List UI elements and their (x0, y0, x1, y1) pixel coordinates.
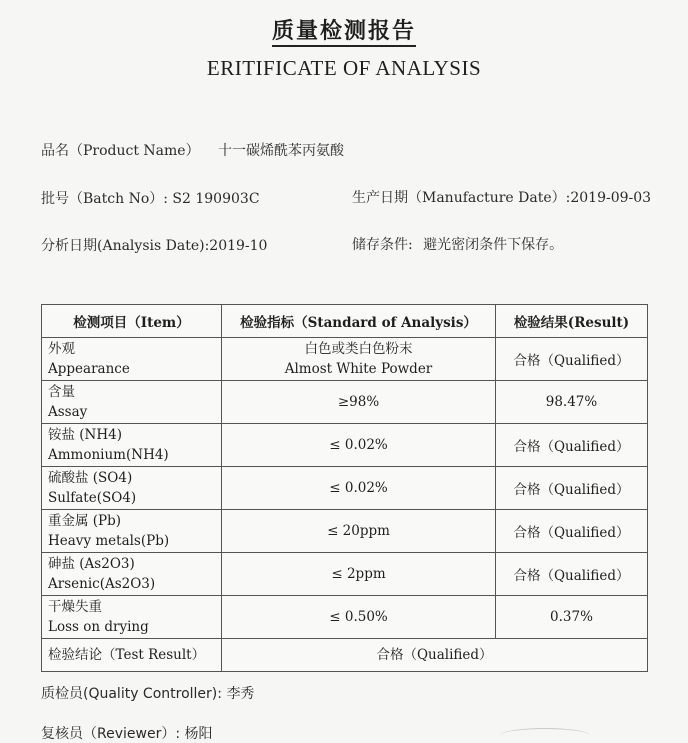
item-en: Heavy metals(Pb) (48, 533, 170, 549)
result-cell: 合格（Qualified） (496, 510, 648, 553)
analysis-table (41, 304, 648, 672)
item-en: Appearance (48, 361, 130, 377)
item-en: Arsenic(As2O3) (48, 576, 156, 592)
product-name-label: 品名（Product Name） (41, 143, 200, 159)
batch-value: S2 190903C (172, 191, 260, 207)
table-row (42, 381, 648, 424)
product-name-value: 十一碳烯酰苯丙氨酸 (218, 143, 345, 159)
standard-cn: 白色或类白色粉末 (304, 341, 413, 357)
item-en: Loss on drying (48, 619, 149, 635)
item-cn: 重金属 (Pb) (48, 513, 122, 529)
item-cn: 含量 (48, 384, 75, 400)
analysis-date-line (41, 235, 267, 255)
item-cn: 铵盐 (NH4) (48, 427, 122, 443)
item-cell (42, 424, 222, 467)
item-cn: 干燥失重 (48, 599, 102, 615)
result-cell: 合格（Qualified） (496, 553, 648, 596)
quality-controller-line (41, 683, 254, 703)
standard-cell: ≤ 0.02% (222, 467, 496, 510)
storage-line (352, 234, 563, 254)
manufacture-date-label: 生产日期（Manufacture Date）: (352, 190, 571, 206)
storage-value: 避光密闭条件下保存。 (423, 237, 564, 253)
result-cell: 0.37% (496, 596, 648, 639)
item-cn: 硫酸盐 (SO4) (48, 470, 133, 486)
standard-cell: ≥98% (222, 381, 496, 424)
table-row (42, 553, 648, 596)
table-row (42, 596, 648, 639)
table-row (42, 510, 648, 553)
col-header-standard: 检验指标（Standard of Analysis） (222, 305, 496, 338)
manufacture-date-line (352, 187, 651, 207)
conclusion-value: 合格（Qualified） (222, 639, 648, 672)
standard-cell: ≤ 20ppm (222, 510, 496, 553)
result-cell: 合格（Qualified） (496, 424, 648, 467)
manufacture-date-value: 2019-09-03 (570, 190, 652, 206)
col-header-item: 检测项目（Item） (42, 305, 222, 338)
item-cell (42, 467, 222, 510)
table-header-row (42, 305, 648, 338)
standard-cell: ≤ 0.02% (222, 424, 496, 467)
quality-controller-value: 李秀 (226, 686, 255, 702)
result-cell: 合格（Qualified） (496, 467, 648, 510)
table-row (42, 467, 648, 510)
result-cell: 98.47% (496, 381, 648, 424)
analysis-date-value: 2019-10 (209, 238, 268, 254)
reviewer-label: 复核员（Reviewer）: (41, 726, 181, 742)
item-en: Sulfate(SO4) (48, 490, 137, 506)
standard-en: Almost White Powder (284, 361, 433, 377)
conclusion-label: 检验结论（Test Result） (42, 639, 222, 672)
seal-stamp-edge (500, 728, 590, 743)
item-cell (42, 381, 222, 424)
product-name-line (41, 140, 344, 160)
analysis-date-label: 分析日期(Analysis Date): (41, 238, 210, 254)
report-title-en: ERITIFICATE OF ANALYSIS (206, 56, 482, 80)
item-cell (42, 596, 222, 639)
conclusion-row (42, 639, 648, 672)
table-row (42, 338, 648, 381)
storage-label: 储存条件: (352, 237, 413, 253)
item-en: Ammonium(NH4) (48, 447, 169, 463)
report-title-cn (0, 14, 688, 45)
col-header-result: 检验结果(Result) (496, 305, 648, 338)
batch-label: 批号（Batch No）: (41, 191, 168, 207)
report-title-cn-text: 质量检测报告 (272, 19, 416, 47)
standard-cell: ≤ 2ppm (222, 553, 496, 596)
item-cell (42, 338, 222, 381)
reviewer-value: 杨阳 (184, 726, 213, 742)
item-cell (42, 510, 222, 553)
quality-controller-label: 质检员(Quality Controller): (41, 686, 222, 702)
standard-cell: ≤ 0.50% (222, 596, 496, 639)
reviewer-line (41, 723, 213, 743)
batch-line (41, 188, 260, 208)
item-cell (42, 553, 222, 596)
item-cn: 砷盐 (As2O3) (48, 556, 135, 572)
standard-cell (222, 338, 496, 381)
item-cn: 外观 (48, 341, 75, 357)
item-en: Assay (48, 404, 88, 420)
table-row (42, 424, 648, 467)
result-cell: 合格（Qualified） (496, 338, 648, 381)
